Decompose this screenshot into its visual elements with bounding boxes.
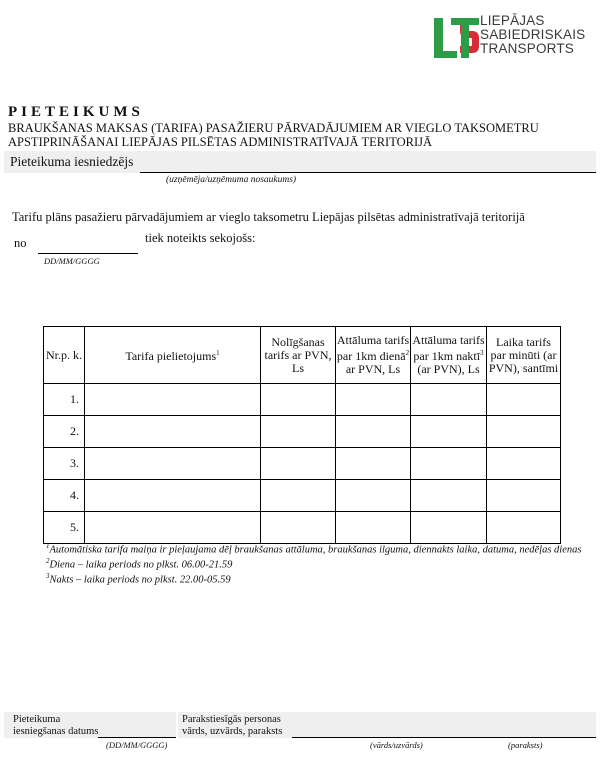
table-row	[44, 416, 561, 448]
header-landing: Nolīgšanas tarifs ar PVN, Ls	[261, 327, 336, 384]
night-rate-cell[interactable]	[411, 448, 487, 480]
time-rate-cell[interactable]	[487, 448, 561, 480]
night-rate-cell[interactable]	[411, 416, 487, 448]
usage-cell[interactable]	[85, 512, 261, 544]
day-rate-cell[interactable]	[336, 448, 411, 480]
table-row	[44, 480, 561, 512]
signature-hint: (paraksts)	[508, 740, 543, 750]
noteikts-text: tiek noteikts sekojošs:	[145, 231, 256, 245]
submission-date-label: Pieteikuma iesniegšanas datums	[13, 714, 99, 737]
footnote-3: $^3$Nakts – laika periods no plkst. 22.00-05.59	[46, 572, 231, 586]
landing-cell[interactable]	[261, 512, 336, 544]
footnote-1: $^1$Automātiska tarifa maiņa ir pieļaujama dēļ braukšanas attāluma, braukšanas ilguma, diennakts laika, datuma, nedēļas dienas	[46, 542, 582, 556]
submission-date-hint: (DD/MM/GGGG)	[106, 740, 168, 750]
time-rate-cell[interactable]	[487, 480, 561, 512]
landing-cell[interactable]	[261, 480, 336, 512]
time-rate-cell[interactable]	[487, 384, 561, 416]
table-header-row	[44, 327, 561, 384]
night-rate-cell[interactable]	[411, 512, 487, 544]
landing-cell[interactable]	[261, 448, 336, 480]
table-row	[44, 448, 561, 480]
header-night-rate: Attāluma tarifs par 1km naktī$^3$ (ar PVN), Ls	[411, 327, 487, 384]
applicant-name-field[interactable]	[140, 172, 596, 173]
day-rate-cell[interactable]	[336, 480, 411, 512]
name-hint: (vārds/uzvārds)	[370, 740, 423, 750]
night-rate-cell[interactable]	[411, 480, 487, 512]
table-row	[44, 512, 561, 544]
table-row	[44, 384, 561, 416]
plan-date-field[interactable]	[38, 253, 138, 254]
usage-cell[interactable]	[85, 448, 261, 480]
plan-date-hint: DD/MM/GGGG	[44, 256, 100, 266]
row-number: 3.	[44, 448, 85, 480]
header-time-rate: Laika tarifs par minūti (ar PVN), santīmi	[487, 327, 561, 384]
row-number: 1.	[44, 384, 85, 416]
usage-cell[interactable]	[85, 384, 261, 416]
signatory-label: Parakstiesīgās personas vārds, uzvārds, paraksts	[182, 714, 283, 737]
applicant-hint: (uzņēmēja/uzņēmuma nosaukums)	[166, 175, 297, 185]
header-usage: Tarifa pielietojums$^1$	[85, 327, 261, 384]
logo-line-2: SABIEDRISKAIS	[480, 27, 586, 42]
day-rate-cell[interactable]	[336, 416, 411, 448]
time-rate-cell[interactable]	[487, 416, 561, 448]
landing-cell[interactable]	[261, 416, 336, 448]
document-title: PIETEIKUMS	[8, 104, 144, 120]
day-rate-cell[interactable]	[336, 512, 411, 544]
footnote-2: $^2$Diena – laika periods no plkst. 06.00-21.59	[46, 557, 233, 571]
no-label: no	[14, 236, 27, 250]
logo-line-3: TRANSPORTS	[480, 41, 575, 56]
document-subtitle: BRAUKŠANAS MAKSAS (TARIFA) PASAŽIERU PĀRVADĀJUMIEM AR VIEGLO TAKSOMETRU APSTIPRINĀŠANAI LIEPĀJAS PILSĒTAS ADMINISTRATĪVAJĀ TERITORIJĀ	[8, 121, 539, 149]
footnotes	[46, 541, 586, 586]
day-rate-cell[interactable]	[336, 384, 411, 416]
lst-logo-t	[451, 14, 481, 62]
header-day-rate: Attāluma tarifs par 1km dienā$^2$ ar PVN, Ls	[336, 327, 411, 384]
applicant-label: Pieteikuma iesniedzējs	[10, 154, 134, 169]
row-number: 4.	[44, 480, 85, 512]
landing-cell[interactable]	[261, 384, 336, 416]
logo-wordmark	[480, 14, 585, 56]
signatory-field[interactable]	[292, 737, 596, 738]
night-rate-cell[interactable]	[411, 384, 487, 416]
row-number: 5.	[44, 512, 85, 544]
tariff-table	[43, 326, 561, 544]
header-nr: Nr.p. k.	[44, 327, 85, 384]
row-number: 2.	[44, 416, 85, 448]
logo-line-1: LIEPĀJAS	[480, 13, 545, 28]
usage-cell[interactable]	[85, 416, 261, 448]
submission-date-field[interactable]	[98, 737, 176, 738]
usage-cell[interactable]	[85, 480, 261, 512]
time-rate-cell[interactable]	[487, 512, 561, 544]
plan-text: Tarifu plāns pasažieru pārvadājumiem ar vieglo taksometru Liepājas pilsētas administratīvajā teritorijā	[12, 210, 525, 224]
